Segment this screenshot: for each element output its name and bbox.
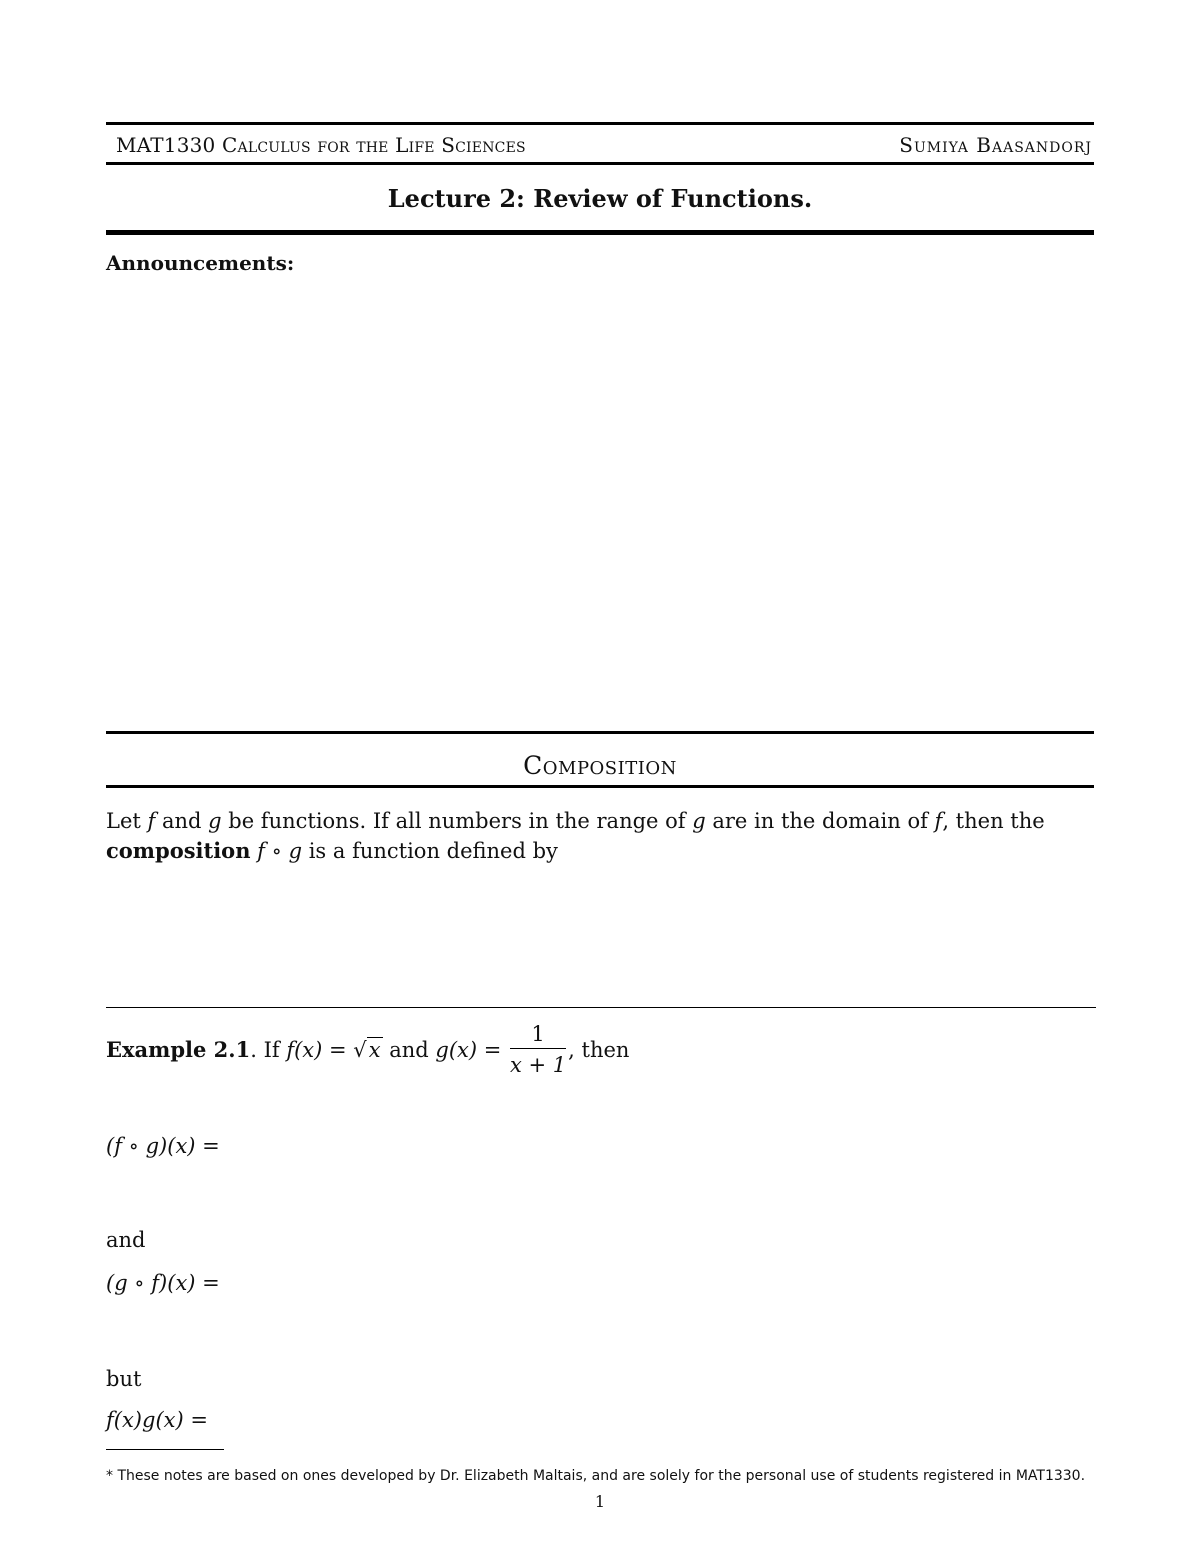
fog-equation: (f ∘ g)(x) =	[106, 1134, 220, 1158]
composition-symbol: f ∘ g	[257, 839, 303, 863]
gof-equation: (g ∘ f)(x) =	[106, 1271, 220, 1295]
header-bottom-rule	[106, 162, 1094, 165]
example-divider	[106, 1007, 1096, 1008]
section-title: Composition	[523, 751, 677, 780]
fraction: $\frac{1}{x + 1}$	[510, 1022, 567, 1077]
header-top-rule	[106, 122, 1094, 125]
footnote-rule	[106, 1449, 224, 1450]
author-name: Sumiya Baasandorj	[899, 133, 1092, 157]
sqrt-expression: √x	[353, 1038, 381, 1062]
lecture-title: Lecture 2: Review of Functions.	[387, 184, 813, 213]
composition-term: composition	[106, 838, 251, 863]
definition-paragraph: Let f and g be functions. If all numbers in the range of g are in the domain of f, then the composition f ∘ g is a function defined by	[106, 809, 1045, 863]
announcements-label: Announcements:	[106, 251, 295, 275]
page-number: 1	[594, 1492, 606, 1511]
and-text: and	[106, 1228, 146, 1252]
example-statement: Example 2.1. If f(x) = √x and g(x) = $\frac{1}{x + 1}$ , then	[106, 1022, 630, 1077]
but-text: but	[106, 1367, 142, 1391]
section-bottom-rule	[106, 785, 1094, 788]
section-top-rule	[106, 731, 1094, 734]
course-title: MAT1330 Calculus for the Life Sciences	[116, 133, 526, 157]
example-label: Example 2.1	[106, 1037, 251, 1062]
product-equation: f(x)g(x) =	[106, 1408, 208, 1432]
footnote: * These notes are based on ones developed by Dr. Elizabeth Maltais, and are solely for the personal use of students registered in MAT1330.	[106, 1468, 1086, 1484]
title-rule	[106, 230, 1094, 235]
